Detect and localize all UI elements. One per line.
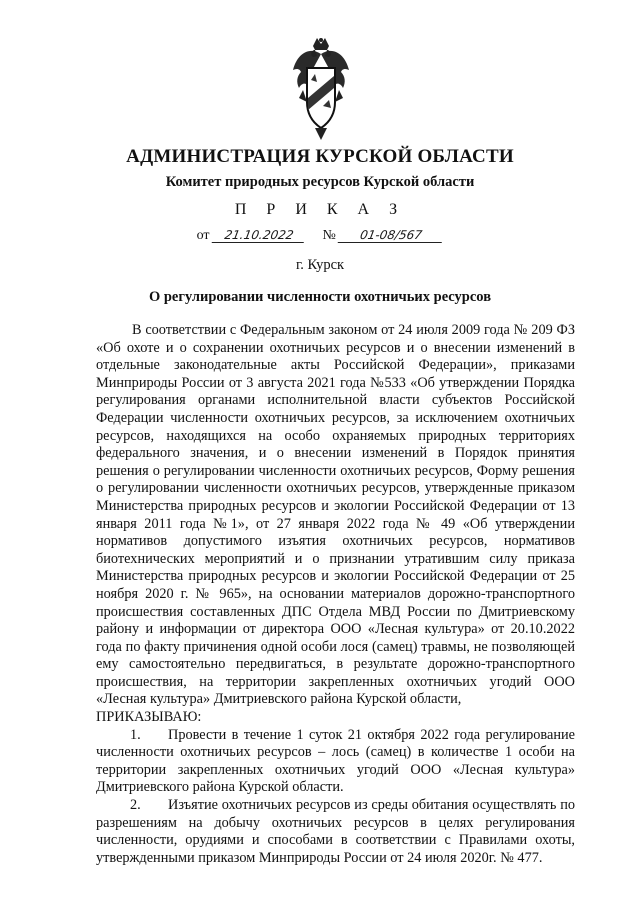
- item-number: 2.: [130, 797, 141, 814]
- document-body: [96, 322, 575, 867]
- order-item: [96, 797, 575, 867]
- item-text: Изъятие охотничьих ресурсов из среды обитания осуществлять по разрешениям на добычу охотничьих ресурсов в целях регулирования численности, орудиями и способами в соответствии с Правилами охоты, утвержденными приказом Минприроды России от 24 июля 2020г. № 477.: [96, 797, 575, 866]
- preamble-paragraph: В соответствии с Федеральным законом от 24 июля 2009 года № 209 ФЗ «Об охоте и о сохранении охотничьих ресурсов и о внесении изменений в отдельные законодательные акты Российской Федерации», приказами Минприроды России от 3 августа 2021 года №533 «Об утверждении Порядка регулирования органами исполнительной власти субъектов Российской Федерации численности охотничьих ресурсов, за исключением охотничьих ресурсов, находящихся на особо охраняемых природных территориях федерального значения, и о внесении изменений в Порядок принятия решения о регулировании численности охотничьих ресурсов, Форму решения о регулировании численности охотничьих ресурсов, утвержденные приказом Министерства природных ресурсов и экологии Российской Федерации от 13 января 2011 года №1», от 27 января 2022 года № 49 «Об утверждении нормативов допустимого изъятия охотничьих ресурсов, нормативов биотехнических мероприятий и о признании утратившим силу приказа Министерства природных ресурсов и экологии Российской Федерации от 25 ноября 2020 г. № 965», на основании материалов дорожно-транспортного происшествия составленных ДПС Отдела МВД России по Дмитриевскому району и информации от директора ООО «Лесная культура» от 20.10.2022 года по факту причинения одной особи лося (самец) травмы, не позволяющей ему самостоятельно передвигаться, в результате дорожно-транспортного происшествия, на территории закрепленных охотничьих угодий ООО «Лесная культура» Дмитриевского района Курской области,: [96, 322, 575, 708]
- committee-name: Комитет природных ресурсов Курской области: [165, 174, 475, 190]
- city-line: г. Курск: [295, 257, 345, 273]
- organization-title: АДМИНИСТРАЦИЯ КУРСКОЙ ОБЛАСТИ: [126, 146, 514, 167]
- item-number: 1.: [130, 726, 141, 743]
- document-type: П Р И К А З: [234, 201, 406, 218]
- handwritten-order-number: 01-08/567: [338, 228, 445, 243]
- coat-of-arms-emblem: [291, 36, 351, 142]
- item-text: Провести в течение 1 суток 21 октября 2022 года регулирование численности охотничьих ресурсов – лось (самец) в количестве 1 особи на территории закрепленных охотничьих угодий ООО «Лесная культура» Дмитриевского района Курской области.: [96, 726, 575, 796]
- number-prefix: №: [322, 228, 336, 243]
- date-prefix: от: [196, 228, 210, 243]
- order-date-number-line: [0, 228, 640, 244]
- order-subject: О регулировании численности охотничьих ресурсов: [148, 289, 492, 305]
- decree-word: ПРИКАЗЫВАЮ:: [96, 709, 202, 726]
- handwritten-date: 21.10.2022: [212, 228, 307, 243]
- order-item: [96, 727, 575, 797]
